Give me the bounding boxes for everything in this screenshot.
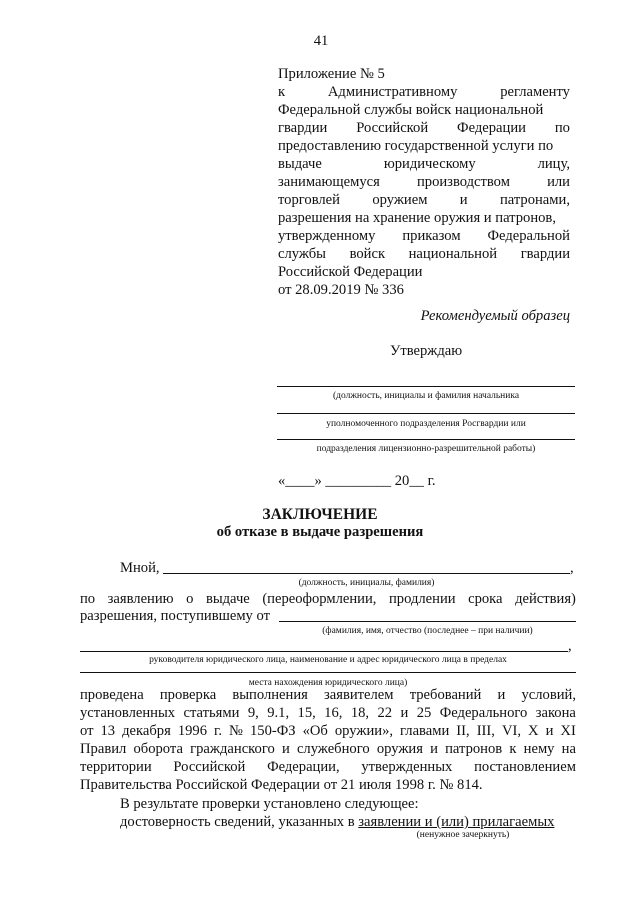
word: Федерации (457, 120, 526, 136)
appendix-block (278, 65, 570, 299)
approve-signature-line (277, 386, 575, 387)
word: условий, (521, 687, 576, 703)
approve-date: «____» _________ 20__ г. (278, 473, 436, 489)
word: территории (80, 759, 152, 775)
text-line (278, 119, 570, 137)
by-me-label: Мной, (120, 560, 160, 576)
word: службы (278, 246, 326, 262)
word: национальной (408, 246, 498, 262)
word: гвардии (278, 120, 328, 136)
approve-line-3 (277, 439, 575, 440)
word: гражданского (190, 741, 275, 757)
word: патронов (445, 741, 503, 757)
text-line (80, 686, 576, 704)
word: установленных (80, 705, 176, 721)
text-line (80, 704, 576, 722)
text-line (278, 101, 570, 119)
word: 16, (324, 705, 343, 721)
word: 1996 (177, 723, 207, 739)
word: г. (214, 723, 223, 739)
text-line (278, 227, 570, 245)
word: приказом (402, 228, 461, 244)
word: статьями (183, 705, 240, 721)
by-me-caption: (должность, инициалы, фамилия) (298, 578, 435, 588)
word: II, (456, 723, 470, 739)
word: о (186, 591, 194, 607)
word: Федерального (439, 705, 528, 721)
word: постановлением (474, 759, 576, 775)
text-line (278, 155, 570, 173)
word: 22 (377, 705, 393, 721)
word: выполнения (232, 687, 308, 703)
word: регламенту (500, 84, 570, 100)
page-number: 41 (313, 33, 329, 49)
org-line (80, 651, 568, 652)
word: на (561, 741, 576, 757)
word: требований (409, 687, 482, 703)
word: утвержденному (278, 228, 376, 244)
document-subtitle: об отказе в выдаче разрешения (216, 524, 424, 540)
word: оружия (376, 741, 423, 757)
word: Федерации, (267, 759, 340, 775)
word: действия) (515, 591, 576, 607)
text-line (278, 173, 570, 191)
reliability-underlined: заявлении и (или) прилагаемых (358, 814, 555, 830)
word: выдаче (278, 156, 322, 172)
word: заявителем (324, 687, 394, 703)
approve-caption-3: подразделения лицензионно-разрешительной работы) (316, 444, 536, 454)
word: нему (523, 741, 555, 757)
text-line (278, 191, 570, 209)
word: или (547, 174, 570, 190)
text-line (278, 83, 570, 101)
word: Правил (80, 741, 127, 757)
word: X (528, 723, 539, 739)
by-me-comma: , (570, 560, 574, 576)
word: и (459, 192, 468, 208)
org-line-2 (80, 672, 576, 673)
word: 13 (100, 723, 116, 739)
text-line (278, 209, 570, 227)
word: и (497, 687, 506, 703)
result-line: В результате проверки установлено следующее: (120, 796, 419, 812)
org-caption-2: места нахождения юридического лица) (248, 678, 408, 688)
word: Российской (356, 120, 429, 136)
word: главами (400, 723, 450, 739)
word: закона (535, 705, 576, 721)
by-me-line (163, 573, 570, 574)
text-line (80, 758, 576, 776)
text-line (278, 245, 570, 263)
approve-label: Утверждаю (390, 343, 463, 359)
permit-line (279, 621, 576, 622)
word: разрешения на хранение оружия и патронов, (278, 210, 556, 226)
word: занимающемуся (278, 174, 380, 190)
word: патронами, (499, 192, 570, 208)
approve-caption-1: (должность, инициалы и фамилия начальника (332, 391, 520, 401)
org-caption-1: руководителя юридического лица, наименование и адрес юридического лица в пределах (149, 655, 507, 665)
word: «Об (302, 723, 328, 739)
word: к (509, 741, 517, 757)
word: производством (416, 174, 510, 190)
request-line (80, 590, 576, 608)
document-title: ЗАКЛЮЧЕНИЕ (262, 506, 378, 523)
word: VI, (501, 723, 521, 739)
word: гвардии (520, 246, 570, 262)
word: 15, (297, 705, 316, 721)
word: от (80, 723, 94, 739)
word: выдаче (205, 591, 250, 607)
word: заявлению (107, 591, 174, 607)
text-line (80, 722, 576, 740)
word: № (229, 723, 243, 739)
word: оборота (133, 741, 183, 757)
word: и (281, 741, 290, 757)
word: и (400, 705, 409, 721)
word: к (278, 84, 286, 100)
recommended-sample: Рекомендуемый образец (420, 308, 570, 324)
word: Российской (173, 759, 246, 775)
word: по (80, 591, 96, 607)
appendix-text (278, 83, 570, 263)
word: III, (476, 723, 495, 739)
main-paragraph (80, 686, 576, 776)
appendix-title: Приложение № 5 (278, 66, 385, 82)
word: оружием (372, 192, 428, 208)
word: юридическому (383, 156, 476, 172)
word: торговлей (278, 192, 340, 208)
word: и (545, 723, 554, 739)
word: войск (349, 246, 386, 262)
word: утвержденных (361, 759, 453, 775)
word: продлении (388, 591, 456, 607)
fio-caption: (фамилия, имя, отчество (последнее – при наличии) (322, 626, 533, 636)
word: 150-ФЗ (249, 723, 296, 739)
word: декабря (122, 723, 171, 739)
word: XI (560, 723, 576, 739)
order-date: от 28.09.2019 № 336 (278, 282, 404, 298)
word: служебного (296, 741, 370, 757)
word: и (430, 741, 438, 757)
text-line (80, 740, 576, 758)
approve-line-2 (277, 413, 575, 414)
reliability-prefix: достоверность сведений, указанных в (120, 814, 355, 830)
strike-caption: (ненужное зачеркнуть) (416, 830, 510, 840)
word: проверка (159, 687, 217, 703)
permit-label: разрешения, поступившему от (80, 608, 270, 624)
word: 9.1, (267, 705, 290, 721)
word: Федеральной службы войск национальной (278, 102, 544, 118)
word: срока (468, 591, 503, 607)
word: Федеральной (487, 228, 570, 244)
word: проведена (80, 687, 144, 703)
word: 25 (416, 705, 432, 721)
approve-caption-2: уполномоченного подразделения Росгвардии или (326, 419, 526, 429)
word: Административному (327, 84, 458, 100)
word: 9, (247, 705, 259, 721)
org-comma: , (568, 638, 572, 654)
appendix-last-line: Российской Федерации (278, 264, 423, 280)
word: по (554, 120, 570, 136)
word: (переоформлении, (262, 591, 377, 607)
paragraph-last-line: Правительства Российской Федерации от 21 июля 1998 г. № 814. (80, 777, 483, 793)
word: оружии», (334, 723, 394, 739)
word: 18, (350, 705, 370, 721)
word: предоставлению государственной услуги по (278, 138, 554, 154)
word: лицу, (537, 156, 570, 172)
text-line (278, 137, 570, 155)
